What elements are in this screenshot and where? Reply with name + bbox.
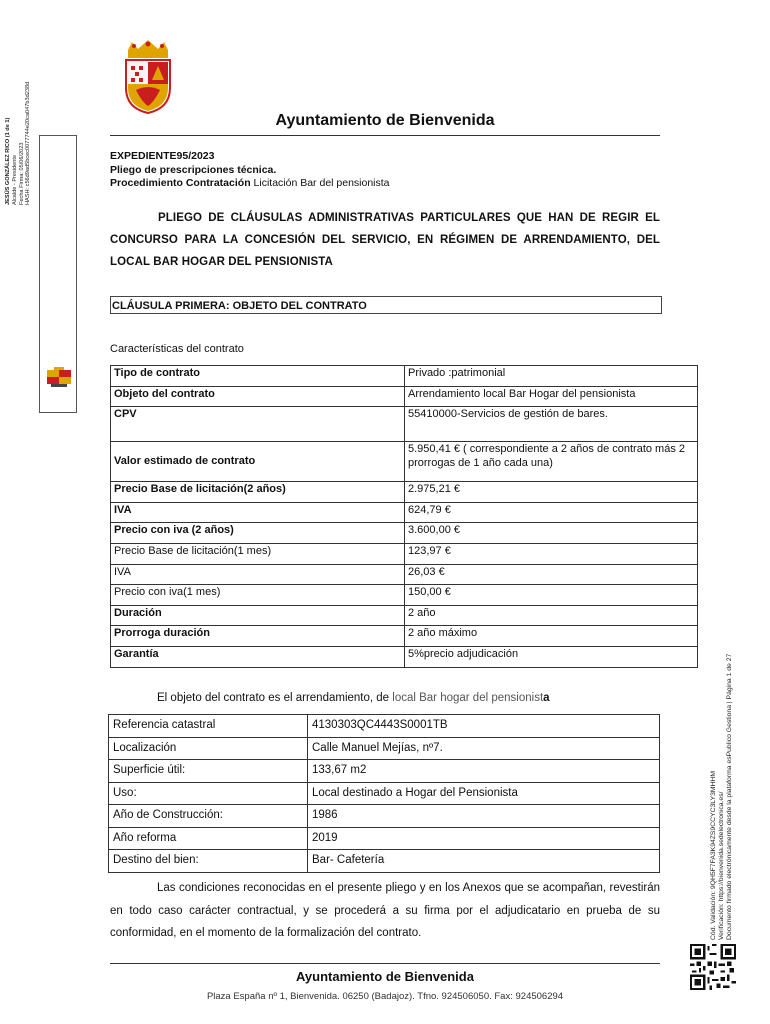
contract-row — [111, 543, 698, 564]
intro-highlight: local Bar hogar del pensionist — [392, 692, 544, 704]
contract-row — [111, 523, 698, 544]
paragraph-text: Las condiciones reconocidas en el presente pliego y en los Anexos que se acompañan, revestirán en todo caso carácter contractual, y se procederá a su firma por el adjudicatario en prueba de su conformidad, en el momento de la formalización del contrato. — [110, 882, 660, 939]
contract-value: 55410000-Servicios de gestión de bares. — [405, 407, 698, 442]
qr-code-icon — [690, 944, 736, 990]
footer-address: Plaza España nº 1, Bienvenida. 06250 (Badajoz). Tfno. 924506050. Fax: 924506294 — [206, 991, 564, 1002]
property-value: 1986 — [308, 805, 660, 828]
validation-note: Documento firmado electrónicamente desde la plataforma esPublico Gestiona | — [726, 701, 733, 940]
property-key: Uso: — [109, 782, 308, 805]
contract-key: CPV — [111, 407, 405, 442]
contract-value: 624,79 € — [405, 502, 698, 523]
property-key: Año reforma — [109, 827, 308, 850]
property-row — [109, 760, 660, 783]
contract-key: Objeto del contrato — [111, 386, 405, 407]
signature-details — [5, 5, 32, 205]
heading-text: PLIEGO DE CLÁUSULAS ADMINISTRATIVAS PARTICULARES QUE HAN DE REGIR EL CONCURSO PARA LA CONCESIÓN DEL SERVICIO, EN RÉGIMEN DE ARRENDAMIENTO, DEL LOCAL BAR HOGAR DEL PENSIONISTA — [110, 212, 660, 268]
signature-date: Fecha Firma: 05/06/2023 — [18, 142, 25, 205]
contract-value: 5%precio adjudicación — [405, 646, 698, 667]
validation-info — [710, 620, 734, 940]
contract-key: Prorroga duración — [111, 626, 405, 647]
property-value: Bar- Cafetería — [308, 850, 660, 873]
property-row — [109, 805, 660, 828]
stamp-crest-icon — [45, 366, 73, 388]
contract-key: Precio con iva(1 mes) — [111, 585, 405, 606]
coat-of-arms-logo — [118, 40, 178, 114]
contract-key: Tipo de contrato — [111, 366, 405, 387]
signer-role: Alcalde - Presidente — [11, 154, 18, 205]
contract-value: Arrendamiento local Bar Hogar del pensionista — [405, 386, 698, 407]
property-row — [109, 715, 660, 738]
contract-value: 123,97 € — [405, 543, 698, 564]
property-key: Superficie útil: — [109, 760, 308, 783]
contract-key: Precio Base de licitación(2 años) — [111, 482, 405, 503]
contract-value: Privado :patrimonial — [405, 366, 698, 387]
property-key: Localización — [109, 737, 308, 760]
property-row — [109, 850, 660, 873]
header-divider — [110, 135, 660, 136]
contract-row — [111, 585, 698, 606]
property-value: Calle Manuel Mejías, nº7. — [308, 737, 660, 760]
intro-suffix: a — [543, 692, 550, 704]
contract-key: IVA — [111, 502, 405, 523]
contract-row — [111, 386, 698, 407]
contract-value: 2.975,21 € — [405, 482, 698, 503]
footer-title: Ayuntamiento de Bienvenida — [296, 969, 474, 984]
contract-key: IVA — [111, 564, 405, 585]
footer-divider — [110, 963, 660, 964]
conditions-paragraph — [110, 877, 660, 945]
validation-code: Cód. Validación: 9QH5F7FA3K94ZS9CCYC3LY3MHHM — [710, 771, 717, 940]
property-value: Local destinado a Hogar del Pensionista — [308, 782, 660, 805]
contract-value: 2 año máximo — [405, 626, 698, 647]
expediente-label: EXPEDIENTE95/2023 — [110, 150, 215, 162]
contract-key: Precio Base de licitación(1 mes) — [111, 543, 405, 564]
page-indicator: Página 1 de 27 — [726, 653, 733, 700]
contract-value: 150,00 € — [405, 585, 698, 606]
property-value: 133,67 m2 — [308, 760, 660, 783]
contract-row — [111, 366, 698, 387]
property-value: 4130303QC4443S0001TB — [308, 715, 660, 738]
clause-title: CLÁUSULA PRIMERA: OBJETO DEL CONTRATO — [110, 296, 662, 314]
page-title: Ayuntamiento de Bienvenida — [275, 112, 495, 129]
property-row — [109, 737, 660, 760]
pliego-label: Pliego de prescripciones técnica. — [110, 163, 277, 176]
contract-row — [111, 605, 698, 626]
contract-characteristics-table — [110, 365, 698, 668]
contract-row — [111, 646, 698, 667]
procedimiento-value: Licitación Bar del pensionista — [250, 177, 390, 189]
property-key: Año de Construcción: — [109, 805, 308, 828]
procedimiento-label: Procedimiento Contratación — [110, 177, 251, 189]
property-row — [109, 827, 660, 850]
contract-value: 3.600,00 € — [405, 523, 698, 544]
property-key: Destino del bien: — [109, 850, 308, 873]
contract-row — [111, 407, 698, 442]
document-meta — [110, 150, 390, 191]
contract-value: 2 año — [405, 605, 698, 626]
contract-key: Precio con iva (2 años) — [111, 523, 405, 544]
contract-row — [111, 442, 698, 482]
object-intro — [157, 692, 550, 704]
property-key: Referencia catastral — [109, 715, 308, 738]
intro-prefix: El objeto del contrato es el arrendamiento, de — [157, 692, 393, 704]
contract-row — [111, 502, 698, 523]
contract-row — [111, 626, 698, 647]
contract-key: Valor estimado de contrato — [111, 442, 405, 482]
contract-value: 5.950,41 € ( correspondiente a 2 años de contrato más 2 prorrogas de 1 año cada una) — [405, 442, 698, 482]
contract-row — [111, 564, 698, 585]
property-value: 2019 — [308, 827, 660, 850]
property-table — [108, 714, 660, 873]
contract-row — [111, 482, 698, 503]
signature-hash: HASH: c56d9ad5bcec0077744e20ca047b3d238d — [25, 81, 32, 205]
document-heading — [110, 207, 660, 273]
contract-value: 26,03 € — [405, 564, 698, 585]
property-row — [109, 782, 660, 805]
validation-url[interactable]: Verificación: https://bienvenida.sedelectronica.es/ — [718, 791, 725, 940]
contract-key: Duración — [111, 605, 405, 626]
table-caption: Características del contrato — [110, 343, 244, 355]
contract-key: Garantía — [111, 646, 405, 667]
signer-name: JESÚS GONZÁLEZ RICO (1 de 1) — [5, 117, 11, 205]
